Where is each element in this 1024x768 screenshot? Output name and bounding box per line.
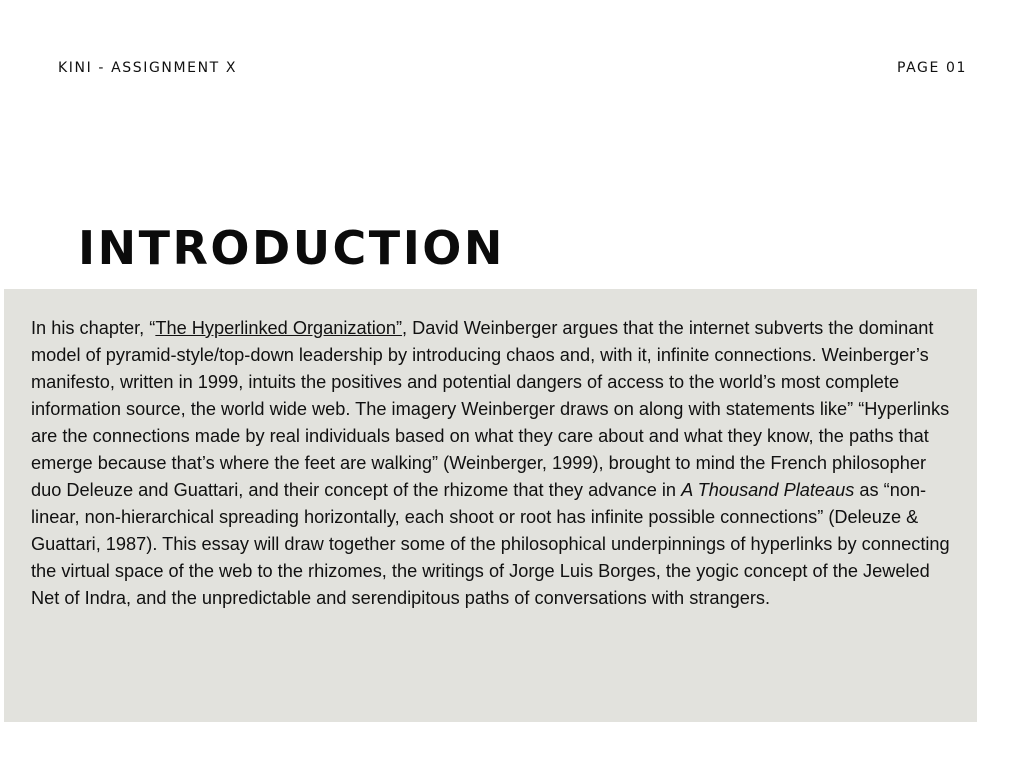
page-number: PAGE 01 <box>896 60 967 76</box>
hyperlinked-organization-link[interactable]: The Hyperlinked Organization” <box>155 318 403 338</box>
paragraph-text-start: In his chapter, “ <box>31 318 156 338</box>
introduction-paragraph <box>31 315 951 612</box>
book-title: A Thousand Plateaus <box>681 480 855 500</box>
body-panel <box>4 289 977 722</box>
document-header-label: KINI - ASSIGNMENT X <box>58 60 238 76</box>
paragraph-text-end: as “non-linear, non-hierarchical spreading horizontally, each shoot or root has infinite possible connections” (Deleuze & Guattari, 1987). This essay will draw together some of the philosophical underpinnings of hyperlinks by connecting the virtual space of the web to the rhizomes, the writings of Jorge Luis Borges, the yogic concept of the Jeweled Net of Indra, and the unpredictable and serendipitous paths of conversations with strangers. <box>31 480 950 608</box>
section-title: INTRODUCTION <box>78 221 505 275</box>
paragraph-text-middle: , David Weinberger argues that the internet subverts the dominant model of pyramid-style/top-down leadership by introducing chaos and, with it, infinite connections. Weinberger’s manifesto, written in 1999, intuits the positives and potential dangers of access to the world’s most complete information source, the world wide web. The imagery Weinberger draws on along with statements like” “Hyperlinks are the connections made by real individuals based on what they care about and what they know, the paths that emerge because that’s where the feet are walking” (Weinberger, 1999), brought to mind the French philosopher duo Deleuze and Guattari, and their concept of the rhizome that they advance in <box>31 318 950 500</box>
